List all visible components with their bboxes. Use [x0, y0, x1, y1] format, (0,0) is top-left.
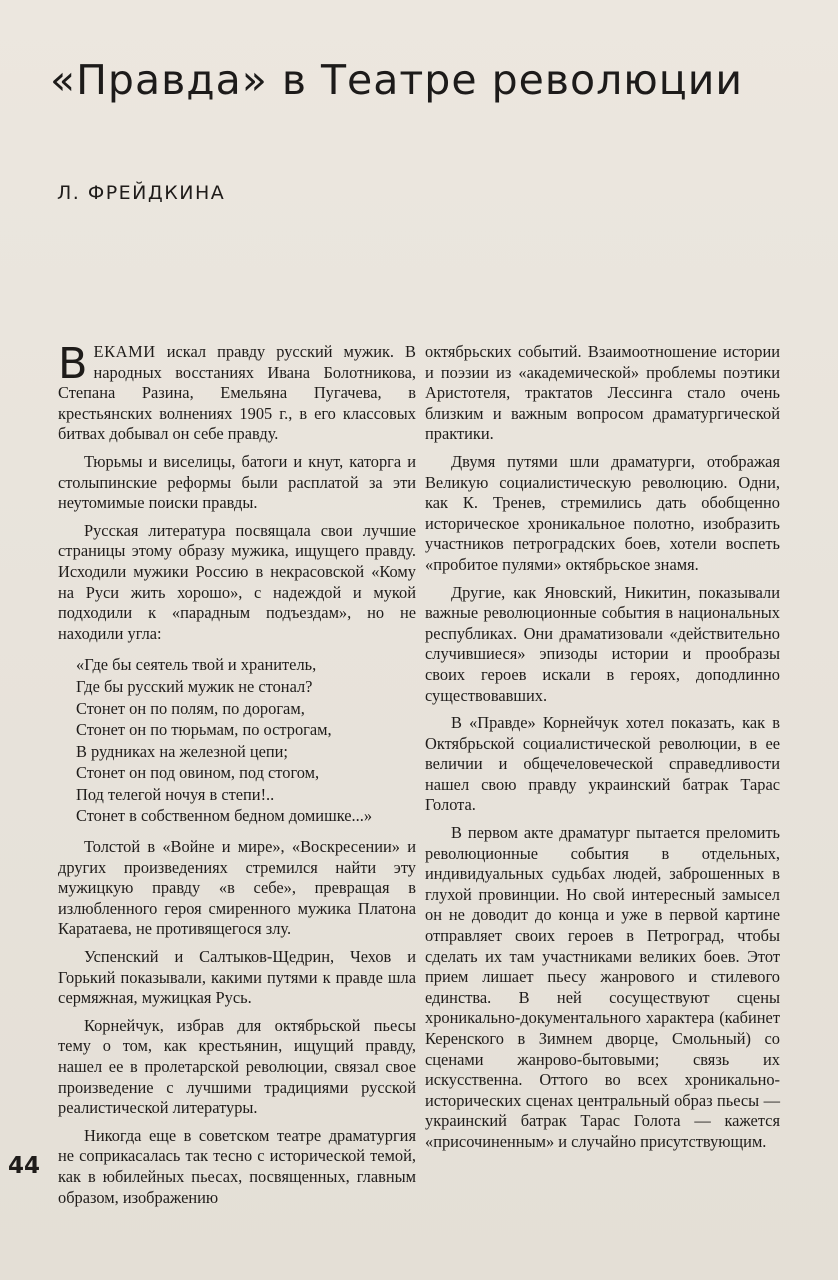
paragraph: Успенский и Салтыков-Щедрин, Чехов и Горький показывали, какими путями к правде шла сермяжная, мужицкая Русь. — [58, 947, 416, 1008]
paragraph: Корнейчук, избрав для октябрьской пьесы тему о том, как крестьянин, ищущий правду, нашел ее в пролетарской революции, связал свое произведение с лучшими традициями русской реалистической литературы. — [58, 1015, 416, 1118]
verse-line: Стонет он по полям, по дорогам, — [76, 698, 305, 718]
verse-line: Под телегой ночуя в степи!.. — [76, 784, 275, 804]
verse-line: Стонет в собственном бедном домишке...» — [76, 806, 373, 826]
poem-quote — [76, 654, 416, 827]
paragraph: Двумя путями шли драматурги, отображая Великую социалистическую революцию. Одни, как К. Тренев, стремились дать обобщенно историческое хроникальное полотно, изобразить участников петроградских боев, хотели воспеть «пробитое пулями» октябрьское знамя. — [425, 451, 780, 574]
paragraph: Толстой в «Войне и мире», «Воскресении» и других произведениях стремился найти эту мужицкую правду «в себе», превращая в излюбленного героя смиренного мужика Платона Каратаева, не противящегося злу. — [58, 837, 416, 939]
article-title: «Правда» в Театре революции — [50, 56, 743, 104]
verse-line: Стонет он под овином, под стогом, — [76, 763, 320, 783]
verse-line: «Где бы сеятель твой и хранитель, — [76, 655, 317, 675]
article-author: Л. ФРЕЙДКИНА — [57, 182, 226, 204]
paragraph: В первом акте драматург пытается преломить революционные события в отдельных, индивидуальных судьбах людей, заброшенных в глухой провинции. Но свой интересный замысел он не доводит до конца и уже в первой картине отправляет своих героев в Петроград, чтобы сделать их там участниками великих боев. Этот прием лишает пьесу жанрового и стилевого единства. В ней сосуществуют сцены хроникально-документального характера (кабинет Керенского в Зимнем дворце, Смольный) со сценами жанрово-бытовыми; связь их искусственна. Оттого во всех хроникально-исторических сценах центральный образ пьесы — украинский батрак Тарас Голота — кажется «присочиненным» и случайно присутствующим. — [425, 823, 780, 1151]
verse-line: Стонет он по тюрьмам, по острогам, — [76, 720, 332, 740]
paragraph: Русская литература посвящала свои лучшие страницы этому образу мужика, ищущего правду. Исходили мужики Россию в некрасовской «Кому на Руси жить хорошо», с надеждой и мукой подходили к «парадным подъездам», но не находили угла: — [58, 520, 416, 643]
verse-line: В рудниках на железной цепи; — [76, 741, 288, 761]
verse-line: Где бы русский мужик не стонал? — [76, 676, 313, 696]
lead-word: ЕКАМИ — [93, 342, 156, 361]
paragraph: Тюрьмы и виселицы, батоги и кнут, каторга и столыпинские реформы были расплатой за эти неутомимые поиски правды. — [58, 451, 416, 513]
paragraph — [58, 339, 416, 445]
page-number: 44 — [8, 1153, 41, 1179]
paragraph: Никогда еще в советском театре драматургия не соприкасалась так тесно с исторической темой, как в юбилейных пьесах, посвященных, главным образом, изображению — [58, 1125, 416, 1207]
left-column — [58, 339, 416, 1215]
paragraph: В «Правде» Корнейчук хотел показать, как в Октябрьской социалистической революции, в ее величии и общечеловеческой справедливости нашел свою правду украинский батрак Тарас Голота. — [425, 713, 780, 815]
drop-cap: В — [58, 339, 88, 389]
paragraph-text: искал правду русский мужик. В народных восстаниях Ивана Болотникова, Степана Разина, Емельяна Пугачева, в крестьянских волнениях 1905 г., в его классовых битвах добывал он себе правду. — [58, 342, 416, 444]
right-column — [425, 342, 780, 1160]
paragraph: октябрьских событий. Взаимоотношение истории и поэзии из «академической» проблемы поэтики Аристотеля, трактатов Лессинга стало очень близким и важным вопросом драматургической практики. — [425, 342, 780, 444]
paragraph: Другие, как Яновский, Никитин, показывали важные революционные события в национальных республиках. Они драматизовали «действительно случившиеся» эпизоды истории и прообразы своих героев искали в героях, доподлинно существовавших. — [425, 582, 780, 705]
